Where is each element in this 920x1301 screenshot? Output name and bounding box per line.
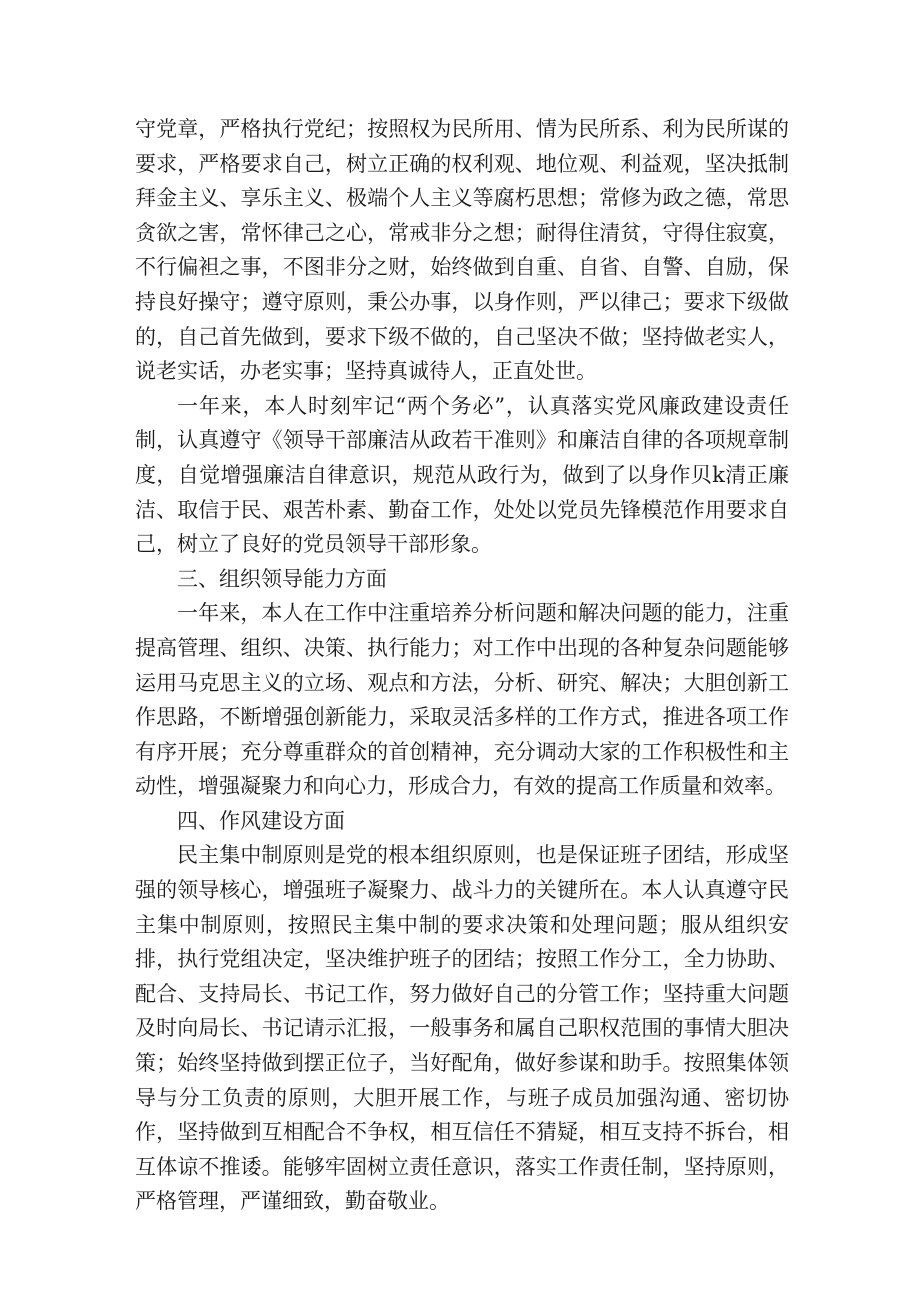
- paragraph-work-style: 民主集中制原则是党的根本组织原则，也是保证班子团结，形成坚强的领导核心，增强班子凝聚力、战斗力的关键所在。本人认真遵守民主集中制原则，按照民主集中制的要求决策和处理问题；服从组织安排，执行党组决定，坚决维护班子的团结；按照工作分工，全力协助、配合、支持局长、书记工作，努力做好自己的分管工作；坚持重大问题及时向局长、书记请示汇报，一般事务和属自己职权范围的事情大胆决策；始终坚持做到摆正位子，当好配角，做好参谋和助手。按照集体领导与分工负责的原则，大胆开展工作，与班子成员加强沟通、密切协作，坚持做到互相配合不争权，相互信任不猜疑，相互支持不拆台，相互体谅不推诿。能够牢固树立责任意识，落实工作责任制，坚持原则，严格管理，严谨细致，勤奋敬业。: [135, 843, 789, 1214]
- section-heading-work-style: 四、作风建设方面: [177, 808, 345, 833]
- paragraph-leadership: 一年来，本人在工作中注重培养分析问题和解决问题的能力，注重提高管理、组织、决策、执行能力；对工作中出现的各种复杂问题能够运用马克思主义的立场、观点和方法，分析、研究、解决；大胆创新工作思路，不断增强创新能力，采取灵活多样的工作方式，推进各项工作有序开展；充分尊重群众的首创精神，充分调动大家的工作积极性和主动性，增强凝聚力和向心力，形成合力，有效的提高工作质量和效率。: [135, 601, 789, 799]
- paragraph-continuation: 守党章，严格执行党纪；按照权为民所用、情为民所系、利为民所谋的要求，严格要求自己，树立正确的权利观、地位观、利益观，坚决抵制拜金主义、享乐主义、极端个人主义等腐朽思想；常修为政之德，常思贪欲之害，常怀律己之心，常戒非分之想；耐得住清贫，守得住寂寞，不行偏袒之事，不图非分之财，始终做到自重、自省、自警、自励，保持良好操守；遵守原则，秉公办事，以身作则，严以律己；要求下级做的，自己首先做到，要求下级不做的，自己坚决不做；坚持做老实人，说老实话，办老实事；坚持真诚待人，正直处世。: [135, 117, 789, 384]
- section-heading-leadership: 三、组织领导能力方面: [177, 566, 387, 591]
- document-page: [135, 112, 789, 1219]
- paragraph-integrity: 一年来，本人时刻牢记“两个务必”，认真落实党风廉政建设责任制，认真遵守《领导干部廉洁从政若干准则》和廉洁自律的各项规章制度，自觉增强廉洁自律意识，规范从政行为，做到了以身作贝k清正廉洁、取信于民、艰苦朴素、勤奋工作，处处以党员先锋模范作用要求自己，树立了良好的党员领导干部形象。: [135, 393, 789, 557]
